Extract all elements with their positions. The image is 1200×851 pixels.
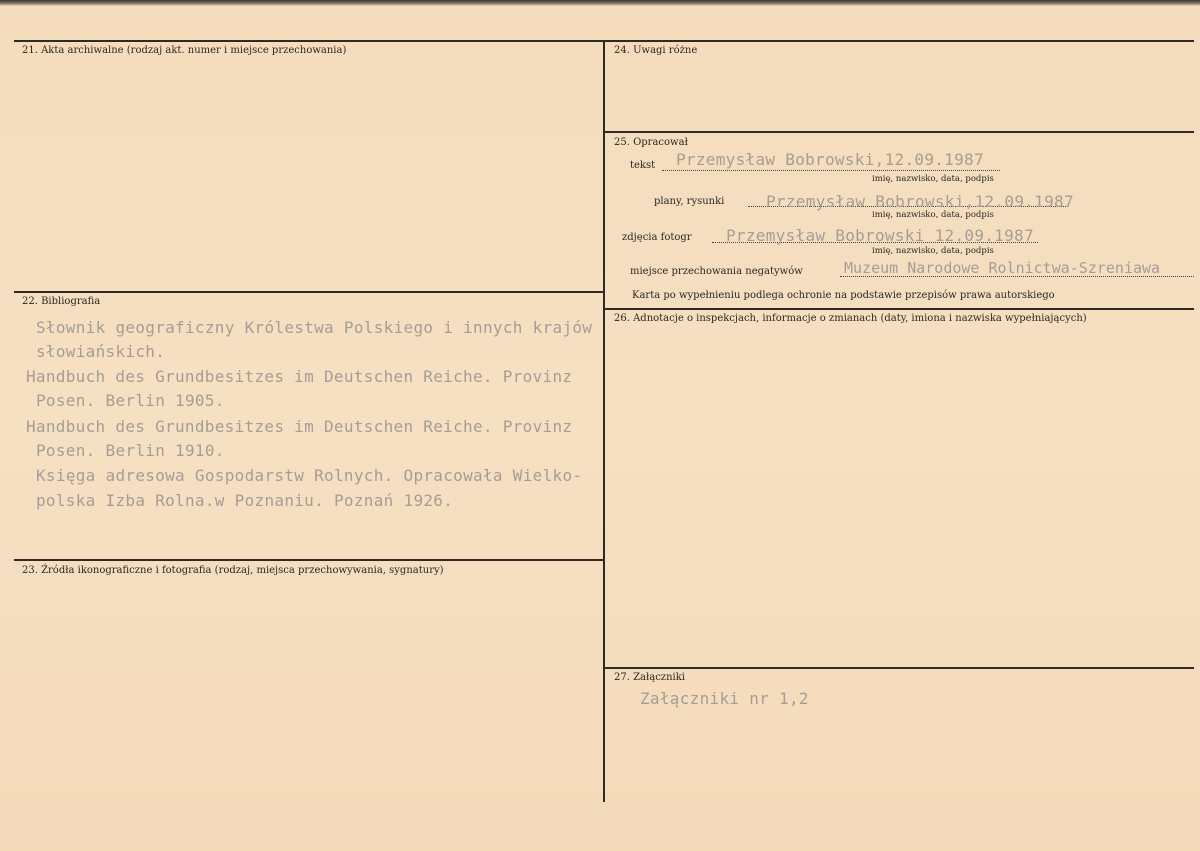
zdjecia-caption: imię, nazwisko, data, podpis xyxy=(872,246,994,256)
zdjecia-label: zdjęcia fotogr xyxy=(622,232,692,243)
section-26-label: 26. Adnotacje o inspekcjach, informacje o zmianach (daty, imiona i nazwiska wypełniających) xyxy=(614,313,1087,324)
copyright-note: Karta po wypełnieniu podlega ochronie na podstawie przepisów prawa autorskiego xyxy=(632,290,1055,301)
rule-22-23 xyxy=(14,559,604,561)
rule-26-27 xyxy=(604,667,1194,669)
bibliography-line: słowiańskich. xyxy=(36,342,166,361)
plany-caption: imię, nazwisko, data, podpis xyxy=(872,210,994,220)
section-25-label: 25. Opracował xyxy=(614,137,688,148)
tekst-dotted-line xyxy=(662,170,1000,171)
plany-value: Przemysław Bobrowski,12.09.1987 xyxy=(766,192,1074,211)
tekst-label: tekst xyxy=(630,160,656,171)
zdjecia-value: Przemysław Bobrowski 12.09.1987 xyxy=(726,226,1034,245)
section-21-label: 21. Akta archiwalne (rodzaj akt. numer i miejsce przechowania) xyxy=(22,45,347,56)
rule-21-22 xyxy=(14,291,604,293)
bibliography-line: Posen. Berlin 1905. xyxy=(36,391,225,410)
bibliography-line: polska Izba Rolna.w Poznaniu. Poznań 1926. xyxy=(36,491,454,510)
rule-24-25 xyxy=(604,131,1194,133)
section-23-label: 23. Źródła ikonograficzne i fotografia (rodzaj, miejsca przechowywania, sygnatury) xyxy=(22,565,444,576)
card-top-edge xyxy=(0,0,1200,6)
attachments-value: Załączniki nr 1,2 xyxy=(640,689,809,708)
bibliography-line: Posen. Berlin 1910. xyxy=(36,441,225,460)
plany-label: plany, rysunki xyxy=(654,196,725,207)
miejsce-value: Muzeum Narodowe Rolnictwa-Szreniawa xyxy=(844,259,1161,277)
section-24-label: 24. Uwagi różne xyxy=(614,45,698,56)
tekst-value: Przemysław Bobrowski,12.09.1987 xyxy=(676,150,984,169)
section-27-label: 27. Załączniki xyxy=(614,672,685,683)
bibliography-line: Handbuch des Grundbesitzes im Deutschen Reiche. Provinz xyxy=(26,367,573,386)
center-divider xyxy=(603,40,605,802)
rule-25-26 xyxy=(604,308,1194,310)
tekst-caption: imię, nazwisko, data, podpis xyxy=(872,174,994,184)
bibliography-line: Księga adresowa Gospodarstw Rolnych. Opracowała Wielko- xyxy=(36,466,583,485)
bibliography-line: Handbuch des Grundbesitzes im Deutschen Reiche. Provinz xyxy=(26,417,573,436)
miejsce-label: miejsce przechowania negatywów xyxy=(630,266,803,277)
section-22-label: 22. Bibliografia xyxy=(22,296,101,307)
bibliography-line: Słownik geograficzny Królestwa Polskiego i innych krajów xyxy=(36,318,593,337)
